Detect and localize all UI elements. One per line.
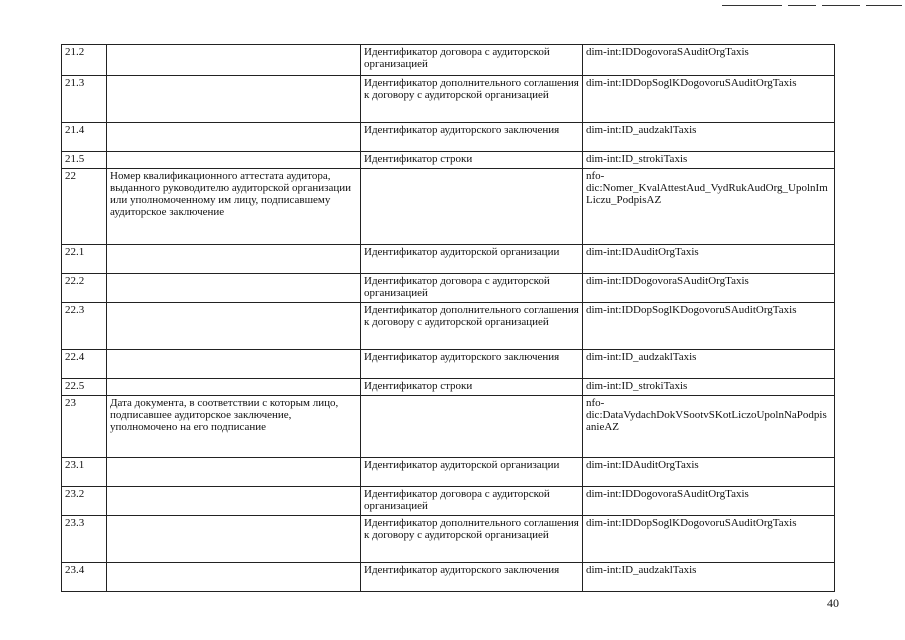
row-name-cell (107, 274, 361, 303)
row-code-cell: dim-int:ID_strokiTaxis (583, 379, 835, 396)
table-row (62, 169, 835, 245)
row-number-cell: 23.4 (62, 563, 107, 592)
table-row (62, 458, 835, 487)
row-code-cell: nfo-dic:DataVydachDokVSootvSKotLiczoUpolnNaPodpisanieAZ (583, 396, 835, 458)
row-code-cell: dim-int:IDDogovoraSAuditOrgTaxis (583, 45, 835, 76)
row-code-cell: dim-int:IDAuditOrgTaxis (583, 458, 835, 487)
table-row (62, 563, 835, 592)
table-row (62, 487, 835, 516)
row-identifier-cell: Идентификатор строки (361, 152, 583, 169)
table-row (62, 245, 835, 274)
row-name-cell (107, 563, 361, 592)
row-name-cell (107, 45, 361, 76)
row-code-cell: dim-int:IDAuditOrgTaxis (583, 245, 835, 274)
row-name-cell: Номер квалификационного аттестата аудитора, выданного руководителю аудиторской организации или уполномоченному им лицу, подписавшему аудиторское заключение (107, 169, 361, 245)
row-code-cell: dim-int:IDDopSoglKDogovoruSAuditOrgTaxis (583, 516, 835, 563)
row-code-cell: dim-int:IDDogovoraSAuditOrgTaxis (583, 274, 835, 303)
row-identifier-cell: Идентификатор аудиторского заключения (361, 123, 583, 152)
row-name-cell (107, 303, 361, 350)
row-code-cell: dim-int:ID_audzaklTaxis (583, 123, 835, 152)
row-code-cell: dim-int:IDDopSoglKDogovoruSAuditOrgTaxis (583, 303, 835, 350)
row-number-cell: 21.2 (62, 45, 107, 76)
row-name-cell (107, 350, 361, 379)
row-identifier-cell (361, 169, 583, 245)
table-row (62, 379, 835, 396)
row-name-cell (107, 458, 361, 487)
row-identifier-cell (361, 396, 583, 458)
top-rule (866, 5, 902, 6)
row-number-cell: 22.3 (62, 303, 107, 350)
row-identifier-cell: Идентификатор строки (361, 379, 583, 396)
table-row (62, 152, 835, 169)
table-body (62, 45, 835, 592)
table-row (62, 274, 835, 303)
row-name-cell (107, 379, 361, 396)
row-name-cell (107, 76, 361, 123)
row-number-cell: 22 (62, 169, 107, 245)
row-identifier-cell: Идентификатор договора с аудиторской организацией (361, 45, 583, 76)
table-row (62, 516, 835, 563)
row-identifier-cell: Идентификатор аудиторского заключения (361, 563, 583, 592)
row-number-cell: 23 (62, 396, 107, 458)
row-identifier-cell: Идентификатор аудиторской организации (361, 458, 583, 487)
row-name-cell (107, 123, 361, 152)
row-identifier-cell: Идентификатор дополнительного соглашения к договору с аудиторской организацией (361, 303, 583, 350)
row-identifier-cell: Идентификатор дополнительного соглашения к договору с аудиторской организацией (361, 76, 583, 123)
row-number-cell: 23.1 (62, 458, 107, 487)
row-identifier-cell: Идентификатор аудиторского заключения (361, 350, 583, 379)
row-code-cell: dim-int:ID_audzaklTaxis (583, 563, 835, 592)
table-row (62, 76, 835, 123)
row-code-cell: dim-int:IDDopSoglKDogovoruSAuditOrgTaxis (583, 76, 835, 123)
row-code-cell: nfo-dic:Nomer_KvalAttestAud_VydRukAudOrg_UpolnImLiczu_PodpisAZ (583, 169, 835, 245)
row-name-cell: Дата документа, в соответствии с которым лицо, подписавшее аудиторское заключение, уполномочено на его подписание (107, 396, 361, 458)
row-name-cell (107, 516, 361, 563)
row-name-cell (107, 487, 361, 516)
row-number-cell: 21.4 (62, 123, 107, 152)
table-row (62, 303, 835, 350)
row-number-cell: 23.2 (62, 487, 107, 516)
row-number-cell: 21.3 (62, 76, 107, 123)
top-rule (822, 5, 860, 6)
row-number-cell: 23.3 (62, 516, 107, 563)
attributes-table (61, 44, 835, 592)
row-code-cell: dim-int:ID_strokiTaxis (583, 152, 835, 169)
table-row (62, 45, 835, 76)
table-row (62, 396, 835, 458)
row-identifier-cell: Идентификатор договора с аудиторской организацией (361, 274, 583, 303)
table-row (62, 350, 835, 379)
top-rule (788, 5, 816, 6)
row-identifier-cell: Идентификатор аудиторской организации (361, 245, 583, 274)
row-name-cell (107, 152, 361, 169)
row-identifier-cell: Идентификатор дополнительного соглашения к договору с аудиторской организацией (361, 516, 583, 563)
row-number-cell: 22.5 (62, 379, 107, 396)
row-code-cell: dim-int:ID_audzaklTaxis (583, 350, 835, 379)
row-number-cell: 22.2 (62, 274, 107, 303)
row-number-cell: 22.1 (62, 245, 107, 274)
row-code-cell: dim-int:IDDogovoraSAuditOrgTaxis (583, 487, 835, 516)
page-number: 40 (827, 596, 839, 610)
table-row (62, 123, 835, 152)
row-number-cell: 21.5 (62, 152, 107, 169)
top-rule (722, 5, 782, 6)
row-number-cell: 22.4 (62, 350, 107, 379)
row-name-cell (107, 245, 361, 274)
row-identifier-cell: Идентификатор договора с аудиторской организацией (361, 487, 583, 516)
